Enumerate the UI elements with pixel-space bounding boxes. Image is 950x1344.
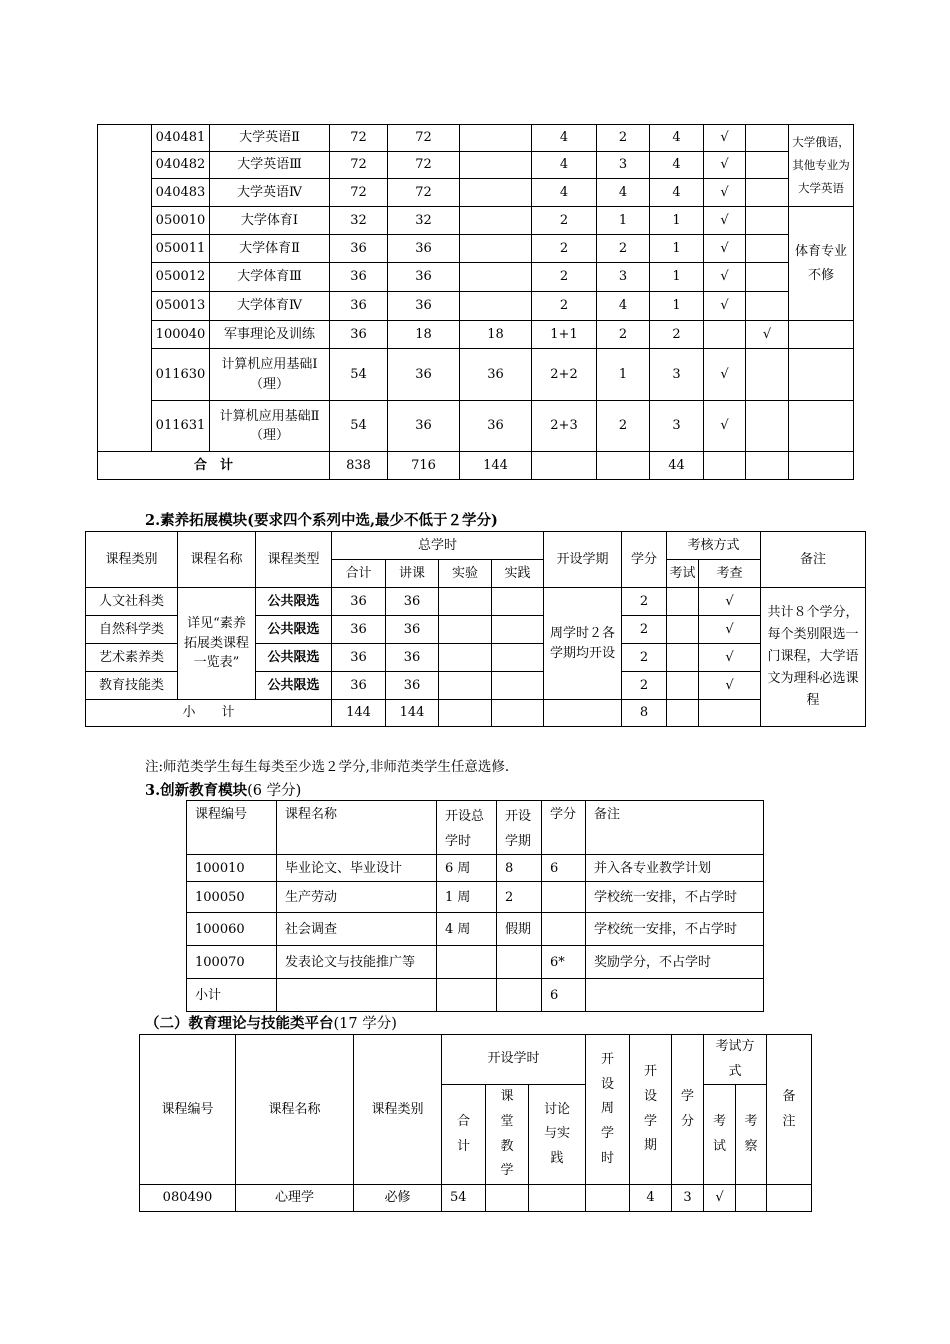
empty-cell <box>789 452 854 480</box>
category-cell: 艺术素养类 <box>86 644 178 672</box>
table-row <box>98 401 854 452</box>
cell-code: 100010 <box>187 855 277 882</box>
table-row <box>98 235 854 263</box>
cell-name: 生产劳动 <box>277 882 437 913</box>
cell-credit: 6* <box>542 946 586 979</box>
total-label: 合 计 <box>98 452 330 480</box>
table-row <box>187 855 764 882</box>
cell-total: 36 <box>330 235 388 263</box>
cell-lecture: 72 <box>388 179 460 207</box>
innovation-module-table <box>186 800 764 1012</box>
section3-heading-credits: (6 学分) <box>247 783 302 799</box>
header-remark: 备注 <box>761 532 866 588</box>
credit-cell: 2 <box>622 644 667 672</box>
cell-code: 050011 <box>152 235 210 263</box>
header-discuss: 讨论与实践 <box>529 1085 586 1185</box>
table-row <box>98 263 854 292</box>
check-cell: √ <box>699 588 761 616</box>
header-category: 课程类别 <box>354 1035 442 1185</box>
note-english: 大学俄语，其他专业为大学英语 <box>789 125 854 207</box>
cell-code: 011630 <box>152 349 210 401</box>
cell-name: 大学体育Ⅱ <box>210 235 330 263</box>
cell-weekly: 4 <box>532 152 597 179</box>
note-text: 注:师范类学生每生每类至少选２学分,非师范类学生任意选修. <box>145 759 510 775</box>
empty-cell <box>586 979 764 1012</box>
header-semester: 开设学期 <box>544 532 622 588</box>
header-check: 考查 <box>699 560 761 588</box>
table-row <box>187 913 764 946</box>
subtotal-lecture: 144 <box>386 700 439 727</box>
cell-practice <box>460 207 532 235</box>
subtotal-label: 小计 <box>187 979 277 1012</box>
cell-total: 36 <box>330 292 388 321</box>
cell-weekly: 2 <box>532 235 597 263</box>
cell-exam: √ <box>704 349 746 401</box>
empty-cell <box>492 616 544 644</box>
cell-code: 040483 <box>152 179 210 207</box>
cell-assess <box>746 349 789 401</box>
empty-cell <box>439 616 492 644</box>
header-semester: 开设学期 <box>630 1035 672 1185</box>
total-hours: 838 <box>330 452 388 480</box>
sum-cell: 36 <box>332 616 386 644</box>
total-practice: 144 <box>460 452 532 480</box>
cell-hours: 1 周 <box>437 882 497 913</box>
cell-name: 大学体育Ⅰ <box>210 207 330 235</box>
section3-heading-bold: 3.创新教育模块 <box>145 782 248 799</box>
empty-cell <box>492 700 544 727</box>
header-credit: 学分 <box>672 1035 704 1185</box>
cell-semester: 3 <box>597 152 650 179</box>
cell-assess <box>746 179 789 207</box>
cell-exam: √ <box>704 179 746 207</box>
header-remark: 备注 <box>586 801 764 855</box>
cell-semester: 2 <box>497 882 542 913</box>
cell-assess <box>746 125 789 152</box>
cell-code: 100060 <box>187 913 277 946</box>
cell-assess <box>746 263 789 292</box>
cell-class <box>486 1185 529 1212</box>
header-sum: 合计 <box>332 560 386 588</box>
cell-total: 36 <box>330 321 388 349</box>
cell-practice <box>460 152 532 179</box>
cell-semester: 假期 <box>497 913 542 946</box>
cell-credit: 4 <box>650 179 704 207</box>
cell-credit: 4 <box>650 125 704 152</box>
header-lecture: 讲课 <box>386 560 439 588</box>
cell-code: 011631 <box>152 401 210 452</box>
cell-remark <box>767 1185 812 1212</box>
section2-heading: 2.素养拓展模块(要求四个系列中选,最少不低于２学分) <box>145 512 498 529</box>
cell-remark: 学校统一安排，不占学时 <box>586 882 764 913</box>
empty-cell <box>704 452 746 480</box>
cell-semester: 1 <box>597 349 650 401</box>
cell-code: 050013 <box>152 292 210 321</box>
semester-merged: 周学时２各学期均开设 <box>544 588 622 700</box>
cell-name: 发表论文与技能推广等 <box>277 946 437 979</box>
empty-cell <box>667 644 699 672</box>
category-cell: 教育技能类 <box>86 672 178 700</box>
cell-weekly: 2 <box>532 263 597 292</box>
table-row <box>98 292 854 321</box>
empty-cell <box>789 349 854 401</box>
cell-semester: 1 <box>597 207 650 235</box>
section3-heading <box>145 779 301 800</box>
subtotal-label: 小 计 <box>86 700 332 727</box>
course-name-merged: 详见“素养拓展类课程一览表” <box>178 588 256 700</box>
cell-lecture: 72 <box>388 152 460 179</box>
section4-heading-bold: （二）教育理论与技能类平台 <box>145 1015 334 1032</box>
empty-cell <box>667 672 699 700</box>
cell-credit: 1 <box>650 292 704 321</box>
cell-assess <box>746 401 789 452</box>
total-lecture: 716 <box>388 452 460 480</box>
cell-remark: 并入各专业教学计划 <box>586 855 764 882</box>
cell-credit: 2 <box>650 321 704 349</box>
cell-semester: 4 <box>597 292 650 321</box>
header-hours: 开设总学时 <box>437 801 497 855</box>
cell-weekly: 2 <box>532 292 597 321</box>
cell-exam: √ <box>704 235 746 263</box>
cell-weekly: 4 <box>532 125 597 152</box>
credit-cell: 2 <box>622 672 667 700</box>
cell-practice <box>460 263 532 292</box>
empty-cell <box>439 672 492 700</box>
cell-semester: 8 <box>497 855 542 882</box>
cell-credit: 4 <box>650 152 704 179</box>
cell-name: 军事理论及训练 <box>210 321 330 349</box>
cell-weekly: 2+3 <box>532 401 597 452</box>
section4-heading-credits: (17 学分) <box>333 1016 397 1032</box>
header-practice: 实践 <box>492 560 544 588</box>
subtotal-credit: 6 <box>542 979 586 1012</box>
cell-practice <box>460 292 532 321</box>
empty-cell <box>789 401 854 452</box>
cell-lecture: 18 <box>388 321 460 349</box>
cell-lecture: 72 <box>388 125 460 152</box>
cell-weekly: 2+2 <box>532 349 597 401</box>
cell-hours <box>437 946 497 979</box>
empty-cell <box>699 700 761 727</box>
header-assess-method: 考核方式 <box>667 532 761 560</box>
cell-category: 必修 <box>354 1185 442 1212</box>
cell-remark: 学校统一安排，不占学时 <box>586 913 764 946</box>
header-category: 课程类别 <box>86 532 178 588</box>
check-cell: √ <box>699 672 761 700</box>
cell-check <box>736 1185 767 1212</box>
cell-name: 心理学 <box>236 1185 354 1212</box>
cell-exam: √ <box>704 207 746 235</box>
header-code: 课程编号 <box>140 1035 236 1185</box>
cell-code: 100050 <box>187 882 277 913</box>
cell-credit: 1 <box>650 207 704 235</box>
cell-exam: √ <box>704 292 746 321</box>
table-row <box>98 207 854 235</box>
cell-semester: 3 <box>597 263 650 292</box>
sum-cell: 36 <box>332 588 386 616</box>
header-weekly: 开设周学时 <box>586 1035 630 1185</box>
cell-credit <box>542 913 586 946</box>
cell-assess: √ <box>746 321 789 349</box>
cell-practice <box>460 125 532 152</box>
header-lab: 实验 <box>439 560 492 588</box>
header-name: 课程名称 <box>178 532 256 588</box>
type-cell: 公共限选 <box>256 588 332 616</box>
category-cell: 自然科学类 <box>86 616 178 644</box>
cell-lecture: 36 <box>388 263 460 292</box>
cell-exam: √ <box>704 263 746 292</box>
empty-cell <box>492 644 544 672</box>
lecture-cell: 36 <box>386 672 439 700</box>
cell-code: 100040 <box>152 321 210 349</box>
cell-credit: 1 <box>650 235 704 263</box>
cell-code: 100070 <box>187 946 277 979</box>
empty-cell <box>277 979 437 1012</box>
cell-code: 080490 <box>140 1185 236 1212</box>
empty-cell <box>492 588 544 616</box>
cell-total: 54 <box>330 349 388 401</box>
cell-lecture: 36 <box>388 349 460 401</box>
empty-cell <box>497 979 542 1012</box>
cell-lecture: 36 <box>388 401 460 452</box>
empty-cell <box>492 672 544 700</box>
lecture-cell: 36 <box>386 588 439 616</box>
cell-exam: √ <box>704 125 746 152</box>
header-check: 考察 <box>736 1085 767 1185</box>
empty-cell <box>597 452 650 480</box>
note-pe: 体育专业不修 <box>789 207 854 321</box>
empty-cell <box>439 700 492 727</box>
header-name: 课程名称 <box>236 1035 354 1185</box>
check-cell: √ <box>699 644 761 672</box>
cell-credit: 1 <box>650 263 704 292</box>
cell-practice: 36 <box>460 401 532 452</box>
empty-cell <box>667 588 699 616</box>
cell-total: 72 <box>330 179 388 207</box>
cell-semester: 2 <box>597 235 650 263</box>
empty-cell <box>437 979 497 1012</box>
table-row <box>187 946 764 979</box>
sum-cell: 36 <box>332 644 386 672</box>
cell-semester: 2 <box>597 125 650 152</box>
cell-credit: 6 <box>542 855 586 882</box>
table-row <box>98 179 854 207</box>
credit-cell: 2 <box>622 616 667 644</box>
cell-semester: 4 <box>630 1185 672 1212</box>
subtotal-credit: 8 <box>622 700 667 727</box>
cell-name: 计算机应用基础Ⅰ（理） <box>210 349 330 401</box>
cell-sum: 54 <box>442 1185 486 1212</box>
empty-cell <box>439 644 492 672</box>
remark-merged: 共计８个学分，每个类别限选一门课程，大学语文为理科必选课程 <box>761 588 866 727</box>
cell-code: 040482 <box>152 152 210 179</box>
cell-credit: 3 <box>650 401 704 452</box>
total-credit: 44 <box>650 452 704 480</box>
header-class: 课堂教学 <box>486 1085 529 1185</box>
table-row <box>98 125 854 152</box>
header-credit: 学分 <box>622 532 667 588</box>
empty-cell <box>667 700 699 727</box>
subtotal-sum: 144 <box>332 700 386 727</box>
cell-lecture: 32 <box>388 207 460 235</box>
cell-assess <box>746 152 789 179</box>
cell-exam: √ <box>704 401 746 452</box>
type-cell: 公共限选 <box>256 672 332 700</box>
cell-hours: 6 周 <box>437 855 497 882</box>
cell-code: 040481 <box>152 125 210 152</box>
table-row <box>140 1185 812 1212</box>
cell-remark: 奖励学分，不占学时 <box>586 946 764 979</box>
cell-semester <box>497 946 542 979</box>
cell-name: 计算机应用基础Ⅱ（理） <box>210 401 330 452</box>
cell-practice <box>460 179 532 207</box>
header-exam: 考试 <box>704 1085 736 1185</box>
header-credit: 学分 <box>542 801 586 855</box>
cell-assess <box>746 207 789 235</box>
cell-name: 大学体育Ⅳ <box>210 292 330 321</box>
lecture-cell: 36 <box>386 644 439 672</box>
category-cell: 人文社科类 <box>86 588 178 616</box>
cell-lecture: 36 <box>388 235 460 263</box>
header-total-hours: 总学时 <box>332 532 544 560</box>
empty-cell <box>439 588 492 616</box>
check-cell: √ <box>699 616 761 644</box>
empty-cell <box>746 452 789 480</box>
literacy-module-table <box>85 531 866 727</box>
header-remark: 备注 <box>767 1035 812 1185</box>
table-row <box>98 349 854 401</box>
cell-exam: √ <box>704 1185 736 1212</box>
cell-code: 050010 <box>152 207 210 235</box>
cell-weekly: 4 <box>532 179 597 207</box>
cell-semester: 4 <box>597 179 650 207</box>
cell-total: 36 <box>330 263 388 292</box>
table-row <box>187 882 764 913</box>
cell-practice <box>460 235 532 263</box>
empty-cell <box>667 616 699 644</box>
cell-assess <box>746 235 789 263</box>
lecture-cell: 36 <box>386 616 439 644</box>
cell-discuss <box>529 1185 586 1212</box>
cell-total: 32 <box>330 207 388 235</box>
cell-credit <box>542 882 586 913</box>
cell-name: 大学英语Ⅳ <box>210 179 330 207</box>
cell-total: 72 <box>330 152 388 179</box>
cell-assess <box>746 292 789 321</box>
cell-lecture: 36 <box>388 292 460 321</box>
education-theory-table <box>139 1034 812 1212</box>
type-cell: 公共限选 <box>256 616 332 644</box>
section4-heading <box>145 1012 397 1033</box>
cell-hours: 4 周 <box>437 913 497 946</box>
table-row <box>98 321 854 349</box>
cell-name: 大学体育Ⅲ <box>210 263 330 292</box>
header-hours: 开设学时 <box>442 1035 586 1085</box>
category-cell <box>98 125 152 452</box>
header-semester: 开设学期 <box>497 801 542 855</box>
total-row <box>98 452 854 480</box>
cell-code: 050012 <box>152 263 210 292</box>
cell-credit: 3 <box>672 1185 704 1212</box>
header-type: 课程类型 <box>256 532 332 588</box>
header-code: 课程编号 <box>187 801 277 855</box>
cell-weekly: 1+1 <box>532 321 597 349</box>
cell-weekly <box>586 1185 630 1212</box>
header-exam-method: 考试方式 <box>704 1035 767 1085</box>
cell-semester: 2 <box>597 321 650 349</box>
cell-exam <box>704 321 746 349</box>
cell-name: 大学英语Ⅱ <box>210 125 330 152</box>
course-table-continued <box>97 124 854 480</box>
sum-cell: 36 <box>332 672 386 700</box>
credit-cell: 2 <box>622 588 667 616</box>
cell-practice: 18 <box>460 321 532 349</box>
empty-cell <box>544 700 622 727</box>
cell-credit: 3 <box>650 349 704 401</box>
type-cell: 公共限选 <box>256 644 332 672</box>
cell-practice: 36 <box>460 349 532 401</box>
empty-cell <box>532 452 597 480</box>
cell-name: 大学英语Ⅲ <box>210 152 330 179</box>
cell-name: 毕业论文、毕业设计 <box>277 855 437 882</box>
header-sum: 合计 <box>442 1085 486 1185</box>
cell-exam: √ <box>704 152 746 179</box>
cell-total: 72 <box>330 125 388 152</box>
cell-semester: 2 <box>597 401 650 452</box>
cell-name: 社会调查 <box>277 913 437 946</box>
empty-cell <box>789 321 854 349</box>
cell-weekly: 2 <box>532 207 597 235</box>
header-name: 课程名称 <box>277 801 437 855</box>
table-row <box>98 152 854 179</box>
header-exam: 考试 <box>667 560 699 588</box>
cell-total: 54 <box>330 401 388 452</box>
